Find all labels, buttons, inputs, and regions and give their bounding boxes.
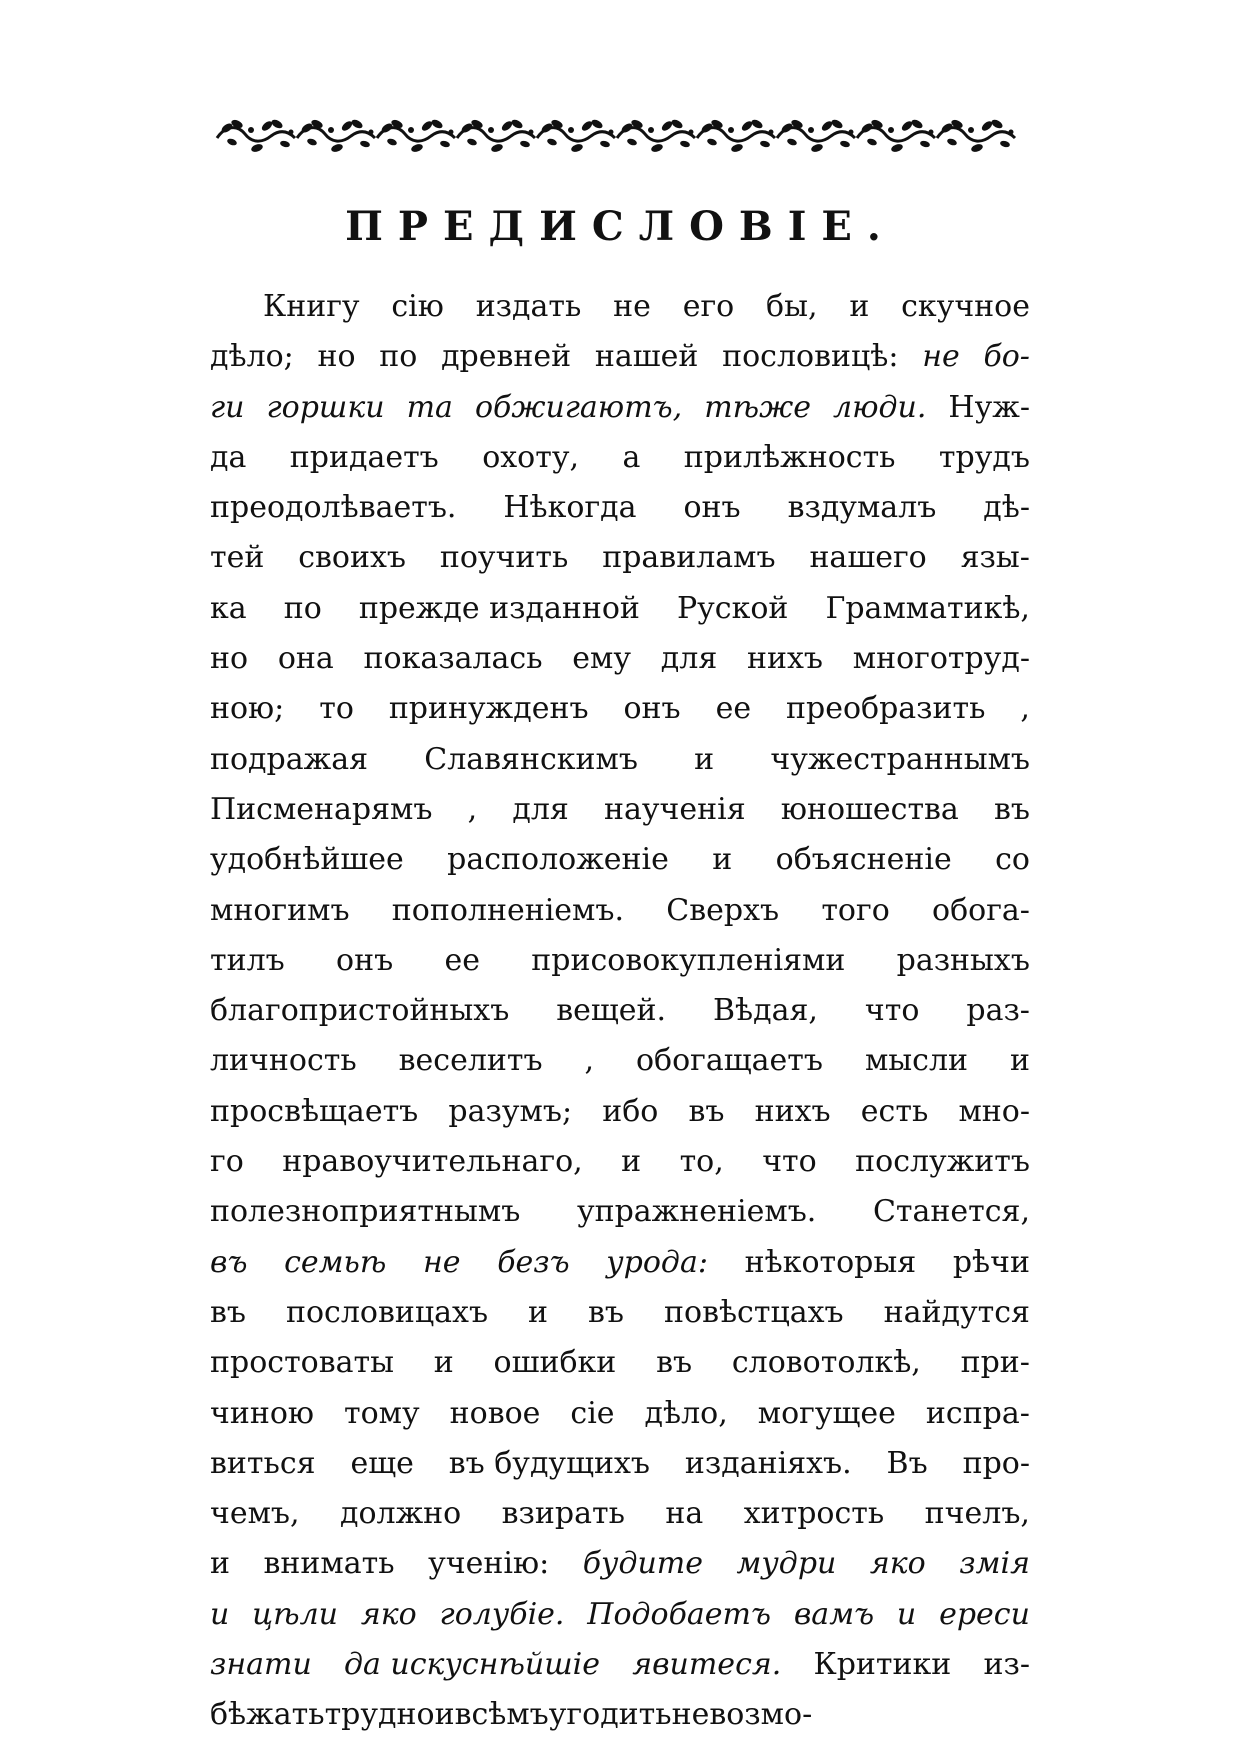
- word: объясненіе: [775, 842, 952, 878]
- word: го: [210, 1144, 244, 1180]
- italic-word: бо-: [983, 339, 1030, 375]
- word: со: [995, 842, 1030, 878]
- text-line: [210, 1690, 1030, 1740]
- text-line: [210, 1439, 1030, 1489]
- text-line: [210, 1187, 1030, 1237]
- italic-word: цѣли: [252, 1596, 338, 1632]
- word: по: [379, 339, 418, 375]
- word: найдутся: [883, 1294, 1030, 1330]
- word: сію: [391, 289, 444, 324]
- word: внимать: [263, 1546, 395, 1582]
- word: для: [660, 641, 718, 677]
- italic-word: та: [406, 389, 453, 425]
- page-title: ПРЕДИСЛОВІЕ.: [345, 203, 896, 250]
- text-line: [210, 1338, 1030, 1388]
- word: скучное: [901, 289, 1030, 324]
- italic-word: и: [896, 1596, 917, 1632]
- word: въ: [588, 1294, 625, 1330]
- italic-word: безъ: [497, 1244, 570, 1280]
- word: для: [512, 791, 569, 827]
- word: то: [319, 691, 354, 727]
- word: полезноприятнымъ: [210, 1194, 521, 1230]
- word: да: [210, 439, 247, 475]
- word: Сверхъ: [666, 892, 780, 928]
- word: чиною: [210, 1395, 315, 1431]
- italic-word: горшки: [266, 389, 385, 425]
- word: мно-: [958, 1093, 1030, 1129]
- word: могущее: [757, 1395, 896, 1431]
- text-line: [210, 735, 1030, 785]
- word: благопристойныхъ: [210, 993, 510, 1029]
- text-line: [210, 1539, 1030, 1589]
- word: чемъ,: [210, 1496, 300, 1532]
- italic-word: явитеся.: [632, 1647, 782, 1683]
- text-line: [210, 1640, 1030, 1690]
- word: и: [621, 1144, 642, 1180]
- italic-word: ги: [210, 389, 245, 425]
- word: дѣло,: [644, 1395, 728, 1431]
- word: Руской: [676, 590, 789, 626]
- word: и: [1009, 1043, 1030, 1079]
- word: въ: [656, 1345, 693, 1381]
- word: нѣкоторыя: [744, 1244, 917, 1280]
- word: преобразить: [786, 691, 986, 727]
- word: въ будущихъ: [448, 1445, 650, 1481]
- text-line: [210, 936, 1030, 986]
- word: дѣло;: [210, 339, 294, 375]
- word: прежде изданной: [358, 590, 640, 626]
- word: изданіяхъ.: [684, 1445, 852, 1481]
- italic-word: будите: [582, 1546, 703, 1582]
- text-line: [210, 1238, 1030, 1288]
- word: ,: [467, 791, 478, 827]
- text-line: [210, 383, 1030, 433]
- italic-word: семьѣ: [284, 1244, 387, 1280]
- text-line: [210, 483, 1030, 533]
- word: про-: [962, 1445, 1030, 1481]
- text-line: [210, 1087, 1030, 1137]
- word: есть: [860, 1093, 929, 1129]
- word: Критики: [813, 1647, 952, 1683]
- word: древней: [441, 339, 572, 375]
- text-line: [210, 785, 1030, 835]
- word: простоваты: [210, 1345, 394, 1381]
- word: ка: [210, 590, 247, 626]
- word: виться: [210, 1445, 316, 1481]
- word: въ: [688, 1093, 725, 1129]
- word: ему: [572, 641, 632, 677]
- word: она: [277, 641, 334, 677]
- word: и: [712, 842, 733, 878]
- preface-body: [210, 282, 1030, 1741]
- word: присовокупленіями: [531, 942, 846, 978]
- word: по: [283, 590, 322, 626]
- italic-word: не: [423, 1244, 461, 1280]
- text-line: [210, 986, 1030, 1036]
- word: Станется,: [872, 1194, 1030, 1230]
- italic-word: голубіе.: [439, 1596, 565, 1632]
- word: ,: [1020, 691, 1030, 727]
- word: еще: [350, 1445, 414, 1481]
- word: ученію:: [428, 1546, 550, 1582]
- word: Нуж-: [948, 389, 1030, 425]
- word: испра-: [925, 1395, 1030, 1431]
- word: хитрость: [743, 1496, 885, 1532]
- word: Нѣкогда: [503, 490, 637, 526]
- word: то,: [679, 1144, 724, 1180]
- word: преодолѣваетъ.: [210, 490, 457, 526]
- text-line: [210, 282, 1030, 332]
- text-line: [210, 634, 1030, 684]
- word: всѣмъ: [454, 1697, 549, 1733]
- word: взирать: [501, 1496, 625, 1532]
- word: поучить: [439, 540, 569, 576]
- word: своихъ: [298, 540, 406, 576]
- word: придаетъ: [289, 439, 439, 475]
- word: Грамматикѣ,: [825, 590, 1030, 626]
- word: и: [434, 1697, 455, 1733]
- word: пословицѣ:: [722, 339, 899, 375]
- word: бѣжать: [210, 1697, 325, 1733]
- decorative-vine-border: [215, 112, 1025, 162]
- word: разныхъ: [896, 942, 1030, 978]
- word: многотруд-: [852, 641, 1030, 677]
- italic-word: ереси: [939, 1596, 1030, 1632]
- word: упражненіемъ.: [576, 1194, 817, 1230]
- word: удобнѣйшее: [210, 842, 404, 878]
- italic-word: не: [922, 339, 960, 375]
- word: того: [821, 892, 890, 928]
- word: многимъ: [210, 892, 350, 928]
- italic-word: Подобаетъ: [587, 1596, 771, 1632]
- word: въ: [210, 1294, 246, 1330]
- word: пословицахъ: [285, 1294, 489, 1330]
- text-line: [210, 1590, 1030, 1640]
- word: ее: [715, 691, 752, 727]
- italic-word: мудри: [736, 1546, 837, 1582]
- word: въ: [994, 791, 1030, 827]
- text-line: [210, 1288, 1030, 1338]
- word: издать: [475, 289, 582, 324]
- word: послужитъ: [855, 1144, 1030, 1180]
- word: онъ: [336, 942, 394, 978]
- word: а: [622, 439, 641, 475]
- word: ее: [444, 942, 480, 978]
- word: невозмо-: [671, 1697, 813, 1733]
- word: просвѣщаетъ: [210, 1093, 419, 1129]
- word: наученія: [604, 791, 746, 827]
- text-line: [210, 584, 1030, 634]
- italic-word: змія: [959, 1546, 1030, 1582]
- word: онъ: [683, 490, 741, 526]
- word: что: [762, 1144, 817, 1180]
- italic-word: обжигаютъ,: [474, 389, 683, 425]
- word: показалась: [363, 641, 543, 677]
- word: обога-: [932, 892, 1030, 928]
- word: но: [210, 641, 249, 677]
- word: и: [528, 1294, 549, 1330]
- word: не: [613, 289, 651, 324]
- word: и: [433, 1345, 454, 1381]
- word: что: [864, 993, 920, 1029]
- text-line: [210, 684, 1030, 734]
- word: язы-: [960, 540, 1030, 576]
- word: угодить: [548, 1697, 672, 1733]
- word: расположеніе: [447, 842, 669, 878]
- word: ною;: [210, 691, 285, 727]
- word: Въ: [886, 1445, 928, 1481]
- word: дѣ-: [983, 490, 1030, 526]
- text-line: [210, 1137, 1030, 1187]
- word: вздумалъ: [787, 490, 937, 526]
- word: личность: [210, 1043, 357, 1079]
- word: онъ: [623, 691, 681, 727]
- italic-word: вамъ: [793, 1596, 875, 1632]
- word: но: [317, 339, 356, 375]
- word: его: [682, 289, 735, 324]
- word: тилъ: [210, 942, 285, 978]
- word: пчелъ,: [924, 1496, 1030, 1532]
- text-line: [210, 835, 1030, 885]
- word: пополненіемъ.: [391, 892, 625, 928]
- word: на: [665, 1496, 704, 1532]
- word: ошибки: [493, 1345, 617, 1381]
- word: Книгу: [263, 289, 360, 324]
- word: бы,: [766, 289, 818, 324]
- text-line: [210, 1036, 1030, 1086]
- word: Славянскимъ: [424, 741, 638, 777]
- word: правиламъ: [602, 540, 776, 576]
- word: должно: [339, 1496, 462, 1532]
- word: и: [210, 1546, 230, 1582]
- italic-word: яко: [869, 1546, 926, 1582]
- word: мысли: [864, 1043, 969, 1079]
- italic-word: да искуснѣйшіе: [344, 1647, 600, 1683]
- word: нихъ: [754, 1093, 831, 1129]
- text-line: [210, 1389, 1030, 1439]
- italic-word: тѣже: [704, 389, 811, 425]
- italic-word: урода:: [606, 1244, 708, 1280]
- word: трудно: [324, 1697, 435, 1733]
- word: охоту,: [482, 439, 580, 475]
- word: ,: [584, 1043, 595, 1079]
- word: вещей.: [556, 993, 667, 1029]
- word: тей: [210, 540, 265, 576]
- word: при-: [960, 1345, 1030, 1381]
- word: Вѣдая,: [713, 993, 818, 1029]
- word: веселитъ: [398, 1043, 543, 1079]
- italic-word: люди.: [833, 389, 927, 425]
- word: принужденъ: [388, 691, 589, 727]
- italic-word: и: [210, 1596, 230, 1632]
- word: подражая: [210, 741, 369, 777]
- word: ибо: [602, 1093, 659, 1129]
- word: нашего: [809, 540, 927, 576]
- word: трудъ: [938, 439, 1030, 475]
- word: новое: [449, 1395, 541, 1431]
- text-line: [210, 332, 1030, 382]
- word: юношества: [780, 791, 959, 827]
- text-line: [210, 433, 1030, 483]
- word: Писменарямъ: [210, 791, 433, 827]
- text-line: [210, 886, 1030, 936]
- word: словотолкѣ,: [731, 1345, 921, 1381]
- word: сіе: [570, 1395, 615, 1431]
- word: тому: [344, 1395, 420, 1431]
- word: рѣчи: [952, 1244, 1030, 1280]
- word: нихъ: [747, 641, 824, 677]
- word: и: [849, 289, 870, 324]
- word: раз-: [966, 993, 1030, 1029]
- italic-word: знати: [210, 1647, 312, 1683]
- word: прилѣжность: [683, 439, 896, 475]
- text-line: [210, 1489, 1030, 1539]
- text-line: [210, 533, 1030, 583]
- italic-word: въ: [210, 1244, 248, 1280]
- italic-word: яко: [360, 1596, 417, 1632]
- word: обогащаетъ: [635, 1043, 823, 1079]
- word: разумъ;: [448, 1093, 573, 1129]
- word: чужестраннымъ: [770, 741, 1030, 777]
- word: нашей: [594, 339, 699, 375]
- word: из-: [983, 1647, 1030, 1683]
- word: повѣстцахъ: [664, 1294, 844, 1330]
- word: нравоучительнаго,: [282, 1144, 583, 1180]
- word: и: [694, 741, 715, 777]
